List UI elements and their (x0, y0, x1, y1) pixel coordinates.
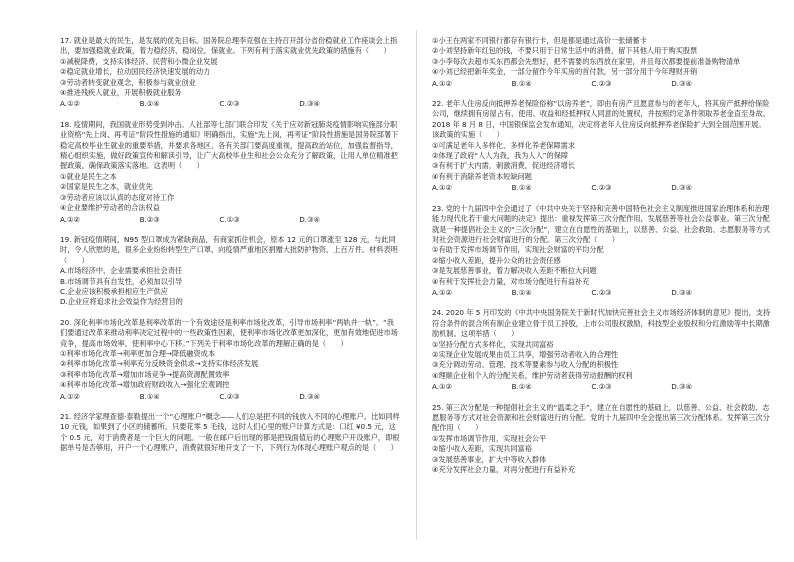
answer-c: C.②③ (591, 183, 612, 193)
answer-a: A.①② (60, 391, 80, 401)
option-c: C.企业应该积极承担相应生产供应 (60, 286, 168, 296)
answer-a: A.①② (432, 382, 452, 392)
option-2: ②实现企业发展成果由员工共享，增强劳动者收入的合理性 (432, 349, 619, 359)
option-3: ③劳动者应该以认真的态度对待工作 (60, 192, 175, 202)
answer-a: A.①② (60, 214, 80, 224)
option-a: A.市场经济中，企业需要承担社会责任 (60, 266, 183, 276)
answer-c: C.②③ (591, 382, 612, 392)
right-column (432, 36, 772, 485)
answer-b: B.②③ (139, 214, 160, 224)
option-2: ②小刘坚持新年红包的钱，不要只用于日常生活中的消费，留下其他人用于购买股票 (432, 46, 698, 56)
question-21 (60, 412, 400, 454)
answer-a: A.①② (432, 183, 452, 193)
answer-a: A.①② (432, 78, 452, 88)
question-22 (432, 99, 772, 194)
question-stem: 22. 老年人住房反向抵押养老保险俗称“以房养老”，即由有房产且愿意参与的老年人，将其房产抵押给保险公司，继续拥有房屋占有、使用、收益和经抵押权人同意的处置权，并按照约定条件领取养老金直至身故。2018 年 8 月 8 日，中国银保监会发布通知，决定将老年人住房反向抵押养老保险扩大到全国范围开展。该政策的实施（ ） (432, 99, 770, 140)
answer-d: D.③④ (299, 391, 320, 401)
option-3: ③利率市场化改革→增加市场竞争→提高资源配置效率 (60, 369, 230, 379)
option-1: ①减税降费，支持实体经济、民营和小微企业发展 (60, 56, 218, 66)
option-3: ③发展慈善事业，扩大中等收入群体 (432, 454, 547, 464)
answer-b: B.①④ (511, 78, 532, 88)
option-1: ①小王在两家不同银行都存有银行卡，但是都是通过高价一张储蓄卡 (432, 36, 647, 45)
question-17 (60, 36, 400, 110)
answer-c: C.②③ (219, 99, 240, 109)
answer-a: A.①② (60, 99, 80, 109)
answer-d: D.③④ (299, 214, 320, 224)
option-4: ④利率市场化改革→增加政府财政收入→强化宏观调控 (60, 380, 230, 390)
answer-choices (432, 79, 692, 89)
answer-choices (60, 215, 320, 225)
option-4: ④充分发挥社会力量，对再分配进行有益补充 (432, 465, 576, 475)
answer-b: B.①④ (139, 99, 160, 109)
option-3: ③小李每次去超市买东西都会先想好，把不需要的东西放在家里，并且每次都要提前准备购物清单 (432, 56, 741, 66)
option-2: ②稳定就业增长，拉动国民经济快速发展的动力 (60, 67, 211, 77)
option-2: ②缩小收入差距，提升公众的社会责任感 (432, 255, 561, 265)
question-25 (432, 403, 772, 476)
option-d: D.企业应将追求社会效益作为经营目的 (60, 297, 183, 307)
option-4: ④有利于消除养老资本短缺问题 (432, 171, 532, 181)
option-b: B.市场调节具有自发性，必须加以引导 (60, 276, 183, 286)
option-1: ①坚持分配方式多样化，实现共同富裕 (432, 339, 554, 349)
answer-c: C.①③ (219, 214, 240, 224)
answer-d: D.③④ (671, 78, 692, 88)
answer-choices (432, 183, 692, 193)
left-column (60, 36, 400, 464)
answer-c: C.②③ (591, 78, 612, 88)
option-4: ④有利于发挥社会力量，对市场分配进行有益补充 (432, 276, 590, 286)
question-21-options (432, 36, 772, 89)
option-4: ④企业要维护劳动者的合法权益 (60, 203, 160, 213)
question-stem: 23. 党的十九届四中全会通过了《中共中央关于坚持和完善中国特色社会主义制度推进国家治理体系和治理能力现代化若干重大问题的决定》提出：重视发挥第三次分配作用，发展慈善等社会公益事业。第三次分配就是一种提倡社会主义的“三次分配”，建立在自愿性的基础上，以慈善、公益、社会救助、志愿服务等方式对社会资源进行社会财富进行的分配。第三次分配（ ） (432, 203, 771, 244)
column-divider (416, 30, 417, 540)
answer-choices (432, 382, 692, 392)
option-2: ②体现了政府“人人为我，我为人人”的保障 (432, 151, 569, 161)
answer-choices (432, 288, 692, 298)
question-stem: 25. 第三次分配是一种提倡社会主义的“温柔之手”，建立在自愿性的基础上，以慈善、公益、社会救助、志愿服务等方式对社会资源和社会财富进行的分配。党的十九届四中全会提出第三次分配体系。发挥第三次分配作用（ ） (432, 402, 770, 433)
question-18 (60, 120, 400, 225)
option-3: ③是发展慈善事业，着力解决收入差距不断拉大问题 (432, 266, 597, 276)
option-4: ④推进残疾人就业，开展积极就业服务 (60, 88, 182, 98)
option-2: ②缩小收入差距，实现共同富裕 (432, 444, 532, 454)
question-24 (432, 308, 772, 392)
option-1: ①有助于发挥市场调节作用，实现社会财富的平均分配 (432, 245, 604, 255)
option-2: ②利率市场化改革→利率充分反映资金供求→支持实体经济发展 (60, 359, 259, 369)
option-1: ①就业是民生之本 (60, 171, 117, 181)
option-1: ①可满足老年人多样化、多样化养老保障需求 (432, 140, 576, 150)
answer-d: D.③④ (671, 183, 692, 193)
answer-b: B.①④ (511, 287, 532, 297)
answer-b: B.①④ (511, 382, 532, 392)
question-20 (60, 318, 400, 402)
answer-d: D.③④ (671, 287, 692, 297)
option-3: ③劳动者转变就业观念，积极参与就业创业 (60, 77, 196, 87)
option-4: ④理顺企业和个人的分配关系，维护劳动者获得劳动报酬的权利 (432, 370, 633, 380)
option-1: ①利率市场化改革→利率更加合理→降低融资成本 (60, 348, 216, 358)
question-stem: 20. 深化利率市场化改革是利率改革的一个有效途径是利率市场化改革，引导市场利率“两轨并一轨”。“我们要通过改革来推动利率决定过程中的一些政策性因素，使利率市场化改革更加深化，更加有效地促进市场竞争，提高市场效率，使利率中心下移。”下列关于利率市场化改革的理解正确的是（ ） (60, 317, 398, 348)
answer-b: B.①④ (139, 391, 160, 401)
answer-c: C.②③ (591, 287, 612, 297)
question-19 (60, 235, 400, 308)
answer-choices (60, 392, 320, 402)
question-stem: 19. 新冠疫情期间，N95 型口罩成为紧缺商品，有商家抓住机会，原本 12 元的口罩涨至 128 元，与此同时，令人欣慰的是，很多企业纷纷转型生产口罩，向疫情严重地区捐赠大批防护物资，上百万件。材料表明（ ） (60, 234, 398, 265)
option-4: ④小刘已经把新年奖金，一部分留作今年买房的首付款，另一部分用于今年理财开销 (432, 67, 698, 77)
answer-c: C.②③ (219, 391, 240, 401)
answer-b: B.①④ (511, 183, 532, 193)
option-3: ③有利于扩大内需，刺激消费，促进经济增长 (432, 161, 576, 171)
option-2: ②国家是民生之本，就业优先 (60, 182, 153, 192)
option-3: ③充分调动劳动、管理、技术等要素参与收入分配的积极性 (432, 360, 619, 370)
question-stem: 18. 疫情期间，我国就业形势受到冲击。人社部等七部门联合印发《关于应对新冠肺炎疫情影响实施部分职业资格“先上岗、再考证”阶段性措施的通知》明确指出，实施“先上岗，再考证”阶段性措施是国务院部署下稳定高校毕业生就业的重要举措，并要求各地区、各有关部门要高度重视，提高政治站位，加强监督指导，精心组织实施，做好政策宣传和解读引导，让广大高校毕业生和社会公众充分了解政策，让用人单位精准把握政策，确保政策落实落地。这表明（ ） (60, 119, 399, 171)
answer-d: D.③④ (671, 382, 692, 392)
answer-a: A.①② (432, 287, 452, 297)
answer-d: D.③④ (299, 99, 320, 109)
question-stem: 21. 经济学家理查德·泰勒提出一个“心理账户”概念——人们总是把不同的钱放入不同的心理账户。比如同样 10 元钱，如果到了小区的储蓄所，只要花零 5 毛钱，这时人们心里的账户计算方式是：口红 ¥0.5 元，这个 0.5 元，对于消费者是一个巨大的问题。一般在邮户后出现的都是把钱面值后的心理账户开设账户，即根据单号是否够用，开户一个心理账户，消费就很好地开支了一下，下列行为体现心理账户观点的是（ ） (60, 412, 400, 453)
answer-choices (60, 99, 320, 109)
option-1: ①发挥市场调节作用，实现社会公平 (432, 433, 547, 443)
question-23 (432, 204, 772, 299)
question-stem: 17. 就业是最大的民生，是发展的优先目标。国务院总理李克强在主持召开部分省份稳就业工作座谈会上指出，要加强稳就业政策，着力稳经济、稳岗位，保就业。下列有利于落实就业优先政策的措施有（ ） (60, 36, 398, 56)
question-stem: 24. 2020 年 5 月印发的《中共中央国务院关于新时代加快完善社会主义市场经济体制的意见》提出，支持符合条件的混合所有制企业建立骨干员工持股，上市公司股权激励，科技型企业股权和分红激励等中长期激励机制。这项举措（ ） (432, 308, 771, 339)
